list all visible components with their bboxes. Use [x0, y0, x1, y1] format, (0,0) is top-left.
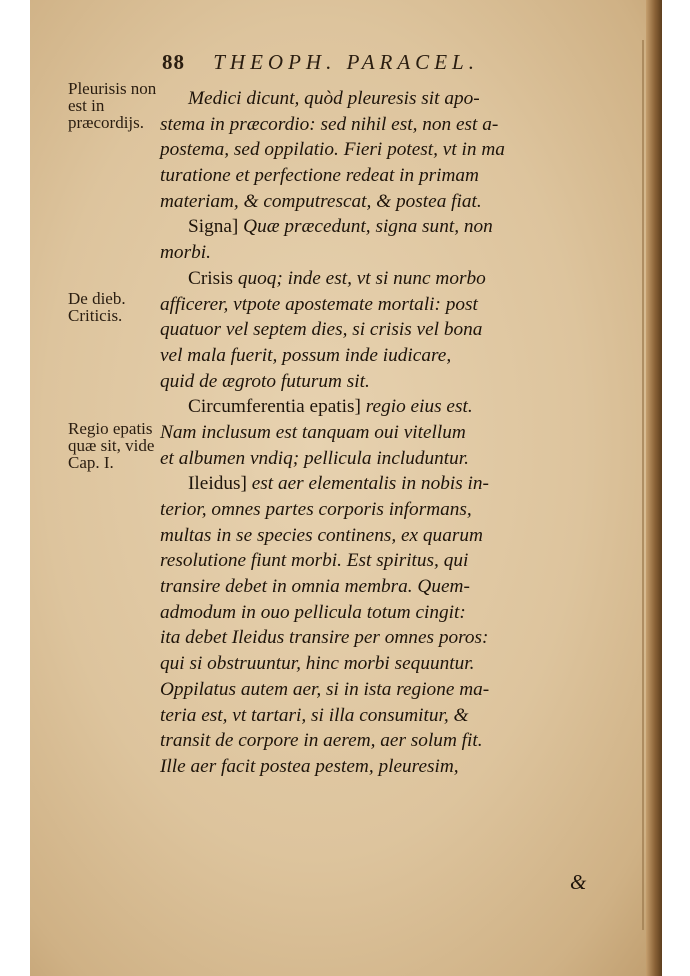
- text-line: terior, omnes partes corporis informans,: [160, 499, 472, 520]
- text-line: vel mala fuerit, possum inde iudicare,: [160, 344, 452, 366]
- text-line: Nam inclusum est tanquam oui vitellum: [160, 421, 466, 443]
- text-line: et albumen vndiq; pellicula includuntur.: [160, 447, 469, 469]
- text-line: stema in præcordio: sed nihil est, non est a-: [160, 113, 499, 135]
- text-line: transit de corpore in aerem, aer solum fit.: [160, 730, 483, 752]
- text-line: postema, sed oppilatio. Fieri potest, vt in ma: [160, 139, 505, 161]
- text-line: Crisis quoq; inde est, vt si nunc morbo: [188, 267, 486, 289]
- text-line: turatione et perfectione redeat in primam: [160, 165, 479, 187]
- text-line: materiam, & computrescat, & postea fiat.: [160, 190, 482, 212]
- text-line: Signa] Quæ præcedunt, signa sunt, non: [188, 216, 493, 238]
- text-line: ita debet Ileidus transire per omnes poros:: [160, 627, 489, 649]
- margin-note-criticis: De dieb. Criticis.: [68, 289, 126, 325]
- margin-note-regio-epatis: Regio epatis quæ sit, vide Cap. I.: [68, 419, 155, 472]
- text-line: quid de ægroto futurum sit.: [160, 370, 370, 392]
- book-spine: [646, 0, 662, 976]
- page-number: 88: [162, 50, 185, 74]
- catchword: &: [570, 870, 587, 894]
- text-line: qui si obstruuntur, hinc morbi sequuntur.: [160, 653, 475, 675]
- text-line: Oppilatus autem aer, si in ista regione ma-: [160, 678, 490, 700]
- gutter-line: [642, 40, 644, 930]
- margin-note-pleurisis: Pleurisis non est in præcordijs.: [68, 79, 157, 132]
- text-line: Circumferentia epatis] regio eius est.: [188, 396, 473, 418]
- text-line: morbi.: [160, 242, 211, 264]
- text-line: Ille aer facit postea pestem, pleuresim,: [160, 755, 459, 777]
- text-line: Medici dicunt, quòd pleuresis sit apo-: [188, 88, 480, 109]
- text-line: quatuor vel septem dies, si crisis vel bona: [160, 319, 483, 341]
- book-page: [30, 0, 662, 976]
- text-line: multas in se species continens, ex quarum: [160, 524, 483, 546]
- page-header: [162, 50, 592, 80]
- text-line: admodum in ouo pellicula totum cingit:: [160, 601, 466, 623]
- text-line: resolutione fiunt morbi. Est spiritus, qui: [160, 550, 469, 572]
- text-line: teria est, vt tartari, si illa consumitur, &: [160, 704, 469, 726]
- text-line: transire debet in omnia membra. Quem-: [160, 576, 470, 598]
- running-head: THEOPH. PARACEL.: [213, 50, 479, 74]
- text-line: Ileidus] est aer elementalis in nobis in-: [188, 473, 489, 495]
- main-text-block: [160, 86, 620, 780]
- text-line: afficerer, vtpote apostemate mortali: post: [160, 293, 478, 315]
